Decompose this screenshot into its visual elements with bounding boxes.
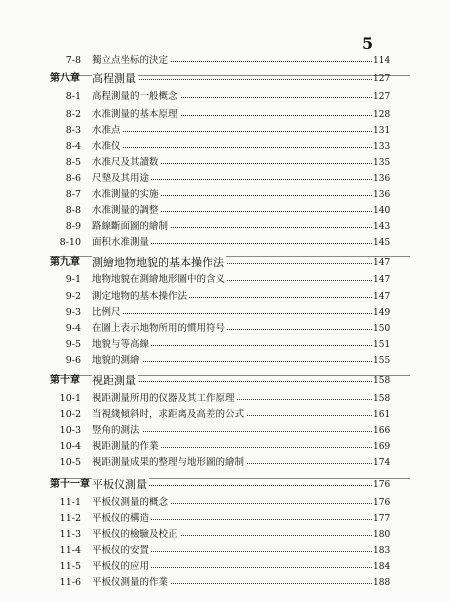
toc-entry-number: 9-3 xyxy=(65,307,81,318)
toc-entry-page: 136 xyxy=(373,190,391,200)
toc-section-entry[interactable] xyxy=(0,203,450,219)
toc-section-entry[interactable] xyxy=(0,321,450,337)
toc-entry-page: 166 xyxy=(373,426,391,436)
toc-chapter-entry[interactable] xyxy=(0,71,450,87)
toc-section-entry[interactable] xyxy=(0,407,450,423)
toc-entry-number: 11-2 xyxy=(59,513,81,524)
toc-entry-title: 水准仪 xyxy=(92,139,123,155)
toc-section-entry[interactable] xyxy=(0,439,450,455)
toc-section-entry[interactable] xyxy=(0,353,450,369)
toc-section-entry[interactable] xyxy=(0,123,450,139)
toc-entry-page: 131 xyxy=(373,126,391,136)
toc-section-entry[interactable] xyxy=(0,53,450,69)
toc-entry-number: 10-2 xyxy=(59,409,81,420)
toc-entry-title: 地貌与等高線 xyxy=(92,337,151,353)
toc-entry-title: 視距測量成果的整理与地形圖的繪制 xyxy=(92,455,246,471)
toc-entry-number: 11-4 xyxy=(59,545,81,556)
toc-entry-page: 114 xyxy=(373,56,391,66)
toc-entry-page: 147 xyxy=(373,275,391,285)
toc-section-entry[interactable] xyxy=(0,495,450,511)
toc-entry-number: 7-8 xyxy=(65,55,81,66)
toc-entry-page: 136 xyxy=(373,174,391,184)
toc-entry-number: 9-5 xyxy=(65,339,81,350)
toc-entry-number: 8-5 xyxy=(65,157,81,168)
toc-section-entry[interactable] xyxy=(0,272,450,288)
toc-entry-title: 高程測量的一般概念 xyxy=(92,89,180,105)
toc-section-entry[interactable] xyxy=(0,543,450,559)
toc-entry-page: 127 xyxy=(373,74,391,84)
toc-section-entry[interactable] xyxy=(0,455,450,471)
toc-entry-page: 188 xyxy=(373,578,391,588)
toc-entry-number: 8-8 xyxy=(65,205,81,216)
toc-entry-title: 路線斷面圖的繪制 xyxy=(92,219,170,235)
toc-section-entry[interactable] xyxy=(0,337,450,353)
toc-entry-page: 150 xyxy=(373,324,391,334)
toc-entry-title: 測定地物的基本操作法 xyxy=(92,289,189,305)
toc-entry-page: 147 xyxy=(373,258,391,268)
toc-entry-title: 地貌的測繪 xyxy=(92,353,142,369)
toc-entry-page: 174 xyxy=(373,458,391,468)
toc-entry-number: 8-9 xyxy=(65,221,81,232)
toc-entry-page: 135 xyxy=(373,158,391,168)
toc-entry-page: 128 xyxy=(373,110,391,120)
toc-section-entry[interactable] xyxy=(0,219,450,235)
toc-entry-page: 151 xyxy=(373,340,391,350)
toc-entry-title: 水准尺及其讀数 xyxy=(92,155,161,171)
toc-entry-page: 184 xyxy=(373,562,391,572)
toc-entry-number: 11-6 xyxy=(59,577,81,588)
toc-entry-title: 平板仪測量的作業 xyxy=(92,575,170,591)
toc-section-entry[interactable] xyxy=(0,289,450,305)
toc-entry-number: 10-3 xyxy=(59,425,81,436)
toc-entry-number: 第十一章 xyxy=(50,479,90,490)
toc-leader-dots xyxy=(94,147,372,148)
toc-section-entry[interactable] xyxy=(0,139,450,155)
toc-entry-page: 180 xyxy=(373,530,391,540)
toc-entry-page: 176 xyxy=(373,480,391,490)
toc-chapter-entry[interactable] xyxy=(0,373,450,389)
toc-chapter-entry[interactable] xyxy=(0,255,450,271)
toc-entry-page: 143 xyxy=(373,222,391,232)
toc-entry-number: 11-1 xyxy=(59,497,81,508)
toc-entry-number: 9-1 xyxy=(65,274,81,285)
toc-entry-title: 竪角的測法 xyxy=(92,423,142,439)
toc-entry-title: 視距測量所用的仪器及其工作原理 xyxy=(92,391,237,407)
toc-entry-title: 視距測量的作業 xyxy=(92,439,161,455)
toc-entry-title: 地物地貌在測繪地形圖中的含义 xyxy=(92,272,227,288)
toc-entry-title: 高程測量 xyxy=(92,72,136,85)
toc-entry-title: 在圖上表示地物所用的慣用符号 xyxy=(92,321,227,337)
toc-entry-number: 10-5 xyxy=(59,457,81,468)
toc-entry-number: 8-7 xyxy=(65,189,81,200)
toc-entry-page: 133 xyxy=(373,142,391,152)
toc-entry-page: 158 xyxy=(373,394,391,404)
toc-entry-title: 測繪地物地貌的基本操作法 xyxy=(92,256,224,269)
toc-section-entry[interactable] xyxy=(0,527,450,543)
toc-section-entry[interactable] xyxy=(0,305,450,321)
toc-entry-number: 第九章 xyxy=(50,257,80,268)
toc-section-entry[interactable] xyxy=(0,89,450,105)
toc-entry-page: 155 xyxy=(373,356,391,366)
toc-entry-title: 面积水准測量 xyxy=(92,235,151,251)
toc-entry-page: 161 xyxy=(373,410,391,420)
toc-section-entry[interactable] xyxy=(0,107,450,123)
toc-entry-page: 149 xyxy=(373,308,391,318)
toc-section-entry[interactable] xyxy=(0,155,450,171)
toc-section-entry[interactable] xyxy=(0,187,450,203)
toc-entry-number: 10-1 xyxy=(59,393,81,404)
toc-entry-page: 140 xyxy=(373,206,391,216)
toc-section-entry[interactable] xyxy=(0,559,450,575)
toc-entry-number: 10-4 xyxy=(59,441,81,452)
toc-entry-number: 8-6 xyxy=(65,173,81,184)
toc-entry-page: 158 xyxy=(373,376,391,386)
toc-entry-number: 8-10 xyxy=(59,237,81,248)
toc-entry-page: 183 xyxy=(373,546,391,556)
toc-entry-number: 8-2 xyxy=(65,109,81,120)
toc-entry-title: 水准点 xyxy=(92,123,123,139)
toc-entry-page: 127 xyxy=(373,92,391,102)
toc-entry-page: 169 xyxy=(373,442,391,452)
toc-entry-title: 水准測量的調整 xyxy=(92,203,161,219)
toc-entry-page: 145 xyxy=(373,238,391,248)
toc-entry-title: 比例尺 xyxy=(92,305,123,321)
toc-entry-number: 8-4 xyxy=(65,141,81,152)
toc-section-entry[interactable] xyxy=(0,575,450,591)
toc-chapter-entry[interactable] xyxy=(0,477,450,493)
toc-entry-number: 11-3 xyxy=(59,529,81,540)
toc-entry-title: 当視綫傾斜时，求距离及高差的公式 xyxy=(92,407,246,423)
toc-entry-page: 176 xyxy=(373,498,391,508)
toc-entry-title: 平板仪的檢驗及校正 xyxy=(92,527,180,543)
toc-entry-title: 平板仪的应用 xyxy=(92,559,151,575)
toc-section-entry[interactable] xyxy=(0,423,450,439)
toc-entry-number: 第八章 xyxy=(50,73,80,84)
toc-leader-dots xyxy=(94,313,372,314)
toc-leader-dots xyxy=(94,131,372,132)
toc-entry-number: 9-4 xyxy=(65,323,81,334)
toc-section-entry[interactable] xyxy=(0,391,450,407)
toc-entry-number: 9-6 xyxy=(65,355,81,366)
toc-entry-page: 147 xyxy=(373,292,391,302)
toc-entry-number: 第十章 xyxy=(50,375,80,386)
toc-entry-title: 獨立点坐标的決定 xyxy=(92,53,170,69)
toc-entry-title: 平板仪測量的概念 xyxy=(92,495,170,511)
toc-entry-number: 11-5 xyxy=(59,561,81,572)
toc-entry-title: 平板仪的安置 xyxy=(92,543,151,559)
toc-entry-number: 8-1 xyxy=(65,91,81,102)
toc-entry-page: 177 xyxy=(373,514,391,524)
toc-section-entry[interactable] xyxy=(0,235,450,251)
toc-entry-title: 平板仪測量 xyxy=(92,478,147,491)
toc-entry-title: 水准測量的基本原理 xyxy=(92,107,180,123)
toc-entry-title: 平板仪的構造 xyxy=(92,511,151,527)
toc-section-entry[interactable] xyxy=(0,171,450,187)
page-number: 5 xyxy=(362,34,374,53)
toc-entry-number: 8-3 xyxy=(65,125,81,136)
toc-entry-title: 視距測量 xyxy=(92,374,136,387)
toc-entry-number: 9-2 xyxy=(65,291,81,302)
toc-entry-title: 尺墊及其用途 xyxy=(92,171,151,187)
toc-section-entry[interactable] xyxy=(0,511,450,527)
toc-entry-title: 水准測量的实施 xyxy=(92,187,161,203)
